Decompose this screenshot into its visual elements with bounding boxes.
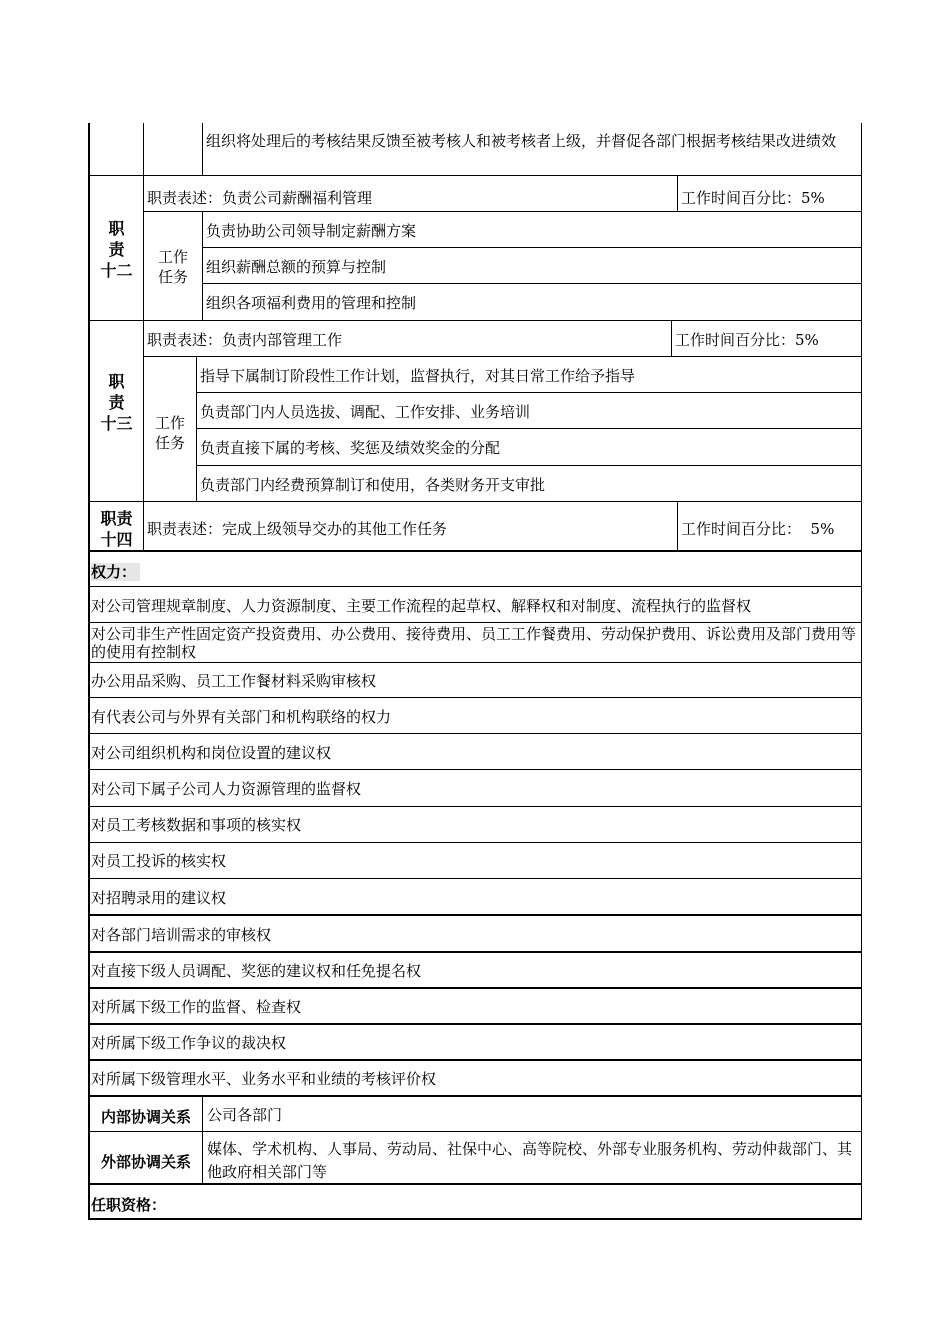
authority-item: 对所属下级工作的监督、检查权	[91, 998, 302, 1016]
authority-heading: 权力：	[91, 563, 140, 581]
internal-coordination-label: 内部协调关系	[100, 1108, 191, 1126]
authority-item: 对员工考核数据和事项的核实权	[91, 816, 302, 834]
authority-item: 对所属下级管理水平、业务水平和业绩的考核评价权	[91, 1070, 437, 1088]
duty12-label: 职 责 十二	[100, 219, 133, 280]
duty13-task-2: 负责部门内人员选拔、调配、工作安排、业务培训	[200, 403, 531, 421]
authority-item: 对直接下级人员调配、奖惩的建议权和任免提名权	[91, 962, 422, 980]
duty14-desc: 职责表述：完成上级领导交办的其他工作任务	[147, 520, 448, 538]
duty14-label: 职责 十四	[100, 509, 133, 549]
external-coordination-label: 外部协调关系	[100, 1153, 191, 1171]
authority-item: 对公司非生产性固定资产投资费用、办公费用、接待费用、员工工作餐费用、劳动保护费用、诉讼费用及部门费用等的使用有控制权	[91, 625, 857, 661]
internal-coordination-value: 公司各部门	[207, 1106, 283, 1124]
authority-item: 对公司组织机构和岗位设置的建议权	[91, 744, 332, 762]
authority-item: 对员工投诉的核实权	[91, 852, 227, 870]
duty12-task-3: 组织各项福利费用的管理和控制	[206, 294, 417, 312]
duty13-time: 工作时间百分比：5%	[675, 331, 819, 349]
authority-item: 对所属下级工作争议的裁决权	[91, 1034, 287, 1052]
duty13-task-1: 指导下属制订阶段性工作计划，监督执行，对其日常工作给予指导	[200, 367, 636, 385]
authority-item: 对招聘录用的建议权	[91, 889, 227, 907]
duty12-task-label: 工作 任务	[157, 248, 188, 286]
duty14-time: 工作时间百分比： 5%	[681, 520, 835, 538]
duty13-task-3: 负责直接下属的考核、奖惩及绩效奖金的分配	[200, 439, 501, 457]
duty13-desc: 职责表述：负责内部管理工作	[147, 331, 343, 349]
duty12-task-2: 组织薪酬总额的预算与控制	[206, 258, 387, 276]
duty12-task-1: 负责协助公司领导制定薪酬方案	[206, 222, 417, 240]
external-coordination-value: 媒体、学术机构、人事局、劳动局、社保中心、高等院校、外部专业服务机构、劳动仲裁部门、其他政府相关部门等	[207, 1140, 853, 1181]
continuation-text: 组织将处理后的考核结果反馈至被考核人和被考核者上级，并督促各部门根据考核结果改进绩效	[206, 132, 837, 150]
duty12-desc: 职责表述：负责公司薪酬福利管理	[147, 189, 373, 207]
duty13-label: 职 责 十三	[100, 372, 133, 433]
authority-item: 办公用品采购、员工工作餐材料采购审核权	[91, 672, 377, 690]
authority-item: 对各部门培训需求的审核权	[91, 926, 272, 944]
duty13-task-4: 负责部门内经费预算制订和使用，各类财务开支审批	[200, 476, 546, 494]
authority-item: 对公司管理规章制度、人力资源制度、主要工作流程的起草权、解释权和对制度、流程执行的监督权	[91, 597, 752, 615]
duty13-task-label: 工作 任务	[154, 414, 185, 452]
duty12-time: 工作时间百分比：5%	[681, 189, 825, 207]
qualification-heading: 任职资格：	[91, 1196, 167, 1214]
authority-item: 有代表公司与外界有关部门和机构联络的权力	[91, 708, 392, 726]
authority-item: 对公司下属子公司人力资源管理的监督权	[91, 780, 362, 798]
